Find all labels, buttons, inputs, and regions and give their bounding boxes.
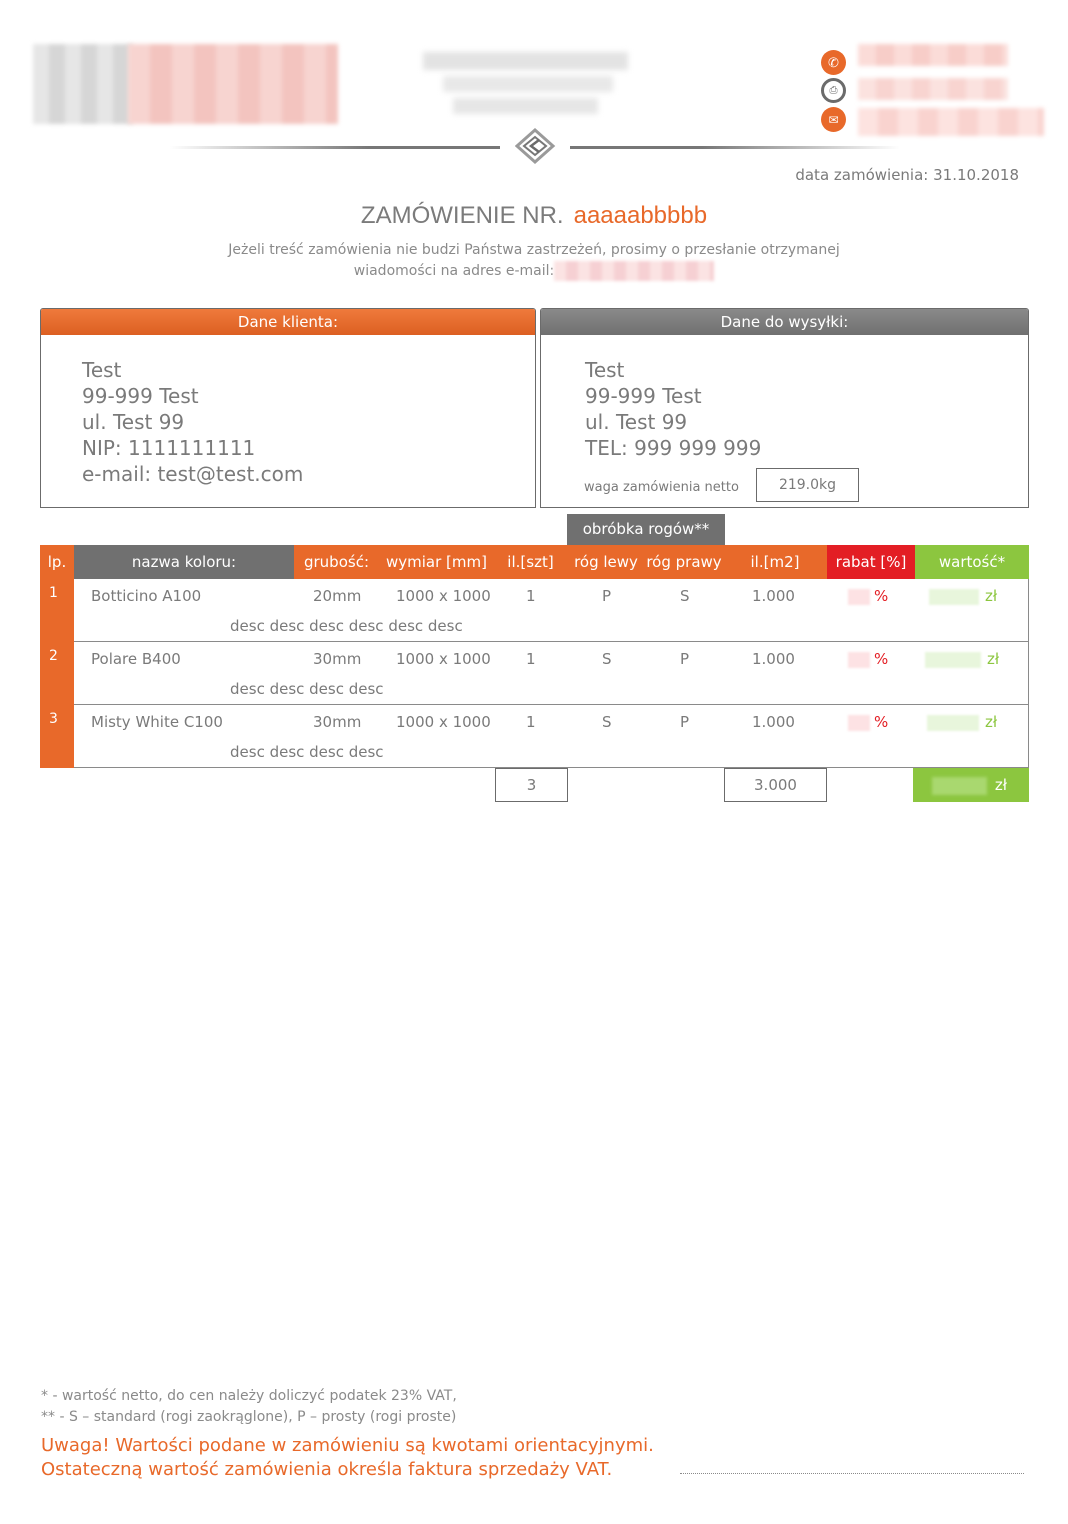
row-description: desc desc desc desc desc desc [230,617,463,635]
value-unit: zł [985,587,998,605]
table-row [40,579,1029,642]
row-thickness: 30mm [313,650,362,668]
value-blurred [929,589,979,605]
discount-unit: % [874,650,889,668]
client-nip: NIP: 1111111111 [82,436,256,460]
discount-unit: % [874,713,889,731]
warning-text [41,1434,654,1482]
col-discount: rabat [%] [827,545,915,579]
shipping-data-body [541,335,1028,461]
col-left-corner: róg lewy [567,545,645,579]
fax-icon: ⎙ [821,78,846,103]
client-data-heading: Dane klienta: [41,309,535,335]
client-street: ul. Test 99 [82,410,185,434]
discount-unit: % [874,587,889,605]
discount-blurred [848,589,870,605]
row-discount [848,713,888,731]
col-name: nazwa koloru: [74,545,294,579]
row-qty: 1 [526,713,536,731]
row-right-corner: P [680,650,690,668]
row-description: desc desc desc desc [230,680,384,698]
total-qty: 3 [495,768,568,802]
row-value [925,650,999,668]
col-thickness: grubość: [294,545,379,579]
discount-blurred [848,715,870,731]
client-city: 99-999 Test [82,384,199,408]
col-dimension: wymiar [mm] [379,545,494,579]
row-right-corner: S [680,587,690,605]
row-dimension: 1000 x 1000 [396,587,491,605]
warning-line-2: Ostateczną wartość zamówienia określa faktura sprzedaży VAT. [41,1459,613,1480]
value-unit: zł [987,650,1000,668]
header-divider-right [570,146,900,149]
corner-processing-header: obróbka rogów** [567,514,725,545]
row-name: Polare B400 [91,650,181,668]
row-qty: 1 [526,587,536,605]
weight-label: waga zamówienia netto [584,480,739,495]
row-right-corner: P [680,713,690,731]
row-lp: 3 [40,705,74,768]
row-thickness: 30mm [313,713,362,731]
signature-line [680,1472,1024,1474]
intro-line-1: Jeżeli treść zamówienia nie budzi Państwa zastrzeżeń, prosimy o przesłanie otrzymanej [228,242,840,258]
order-number: aaaaabbbbb [573,202,708,229]
footnote-vat: * - wartość netto, do cen należy doliczyć podatek 23% VAT, [41,1388,457,1404]
table-header [40,545,1029,579]
total-value [913,768,1029,802]
footnotes [41,1386,457,1428]
contact-email-blurred [554,261,714,281]
row-area: 1.000 [752,587,795,605]
client-email: e-mail: test@test.com [82,462,304,486]
table-body [40,579,1029,768]
row-dimension: 1000 x 1000 [396,650,491,668]
row-thickness: 20mm [313,587,362,605]
row-left-corner: S [602,650,612,668]
order-date: data zamówienia: 31.10.2018 [795,166,1019,184]
intro-line-2-wrap [200,261,868,282]
client-data-box [40,308,536,508]
row-area: 1.000 [752,650,795,668]
shipping-street: ul. Test 99 [585,410,688,434]
intro-line-2: wiadomości na adres e-mail: [353,263,555,279]
mail-icon: ✉ [821,107,846,132]
row-discount [848,650,888,668]
col-area: il.[m2] [723,545,827,579]
row-description: desc desc desc desc [230,743,384,761]
value-blurred [927,715,979,731]
row-lp: 1 [40,579,74,642]
total-area: 3.000 [724,768,827,802]
row-dimension: 1000 x 1000 [396,713,491,731]
title-prefix: ZAMÓWIENIE NR. [360,202,564,229]
col-value: wartość* [915,545,1029,579]
total-value-unit: zł [994,776,1007,794]
shipping-data-box [540,308,1029,508]
row-left-corner: P [602,587,612,605]
col-right-corner: róg prawy [645,545,723,579]
row-value [927,713,997,731]
col-qty: il.[szt] [494,545,567,579]
phone-icon: ✆ [821,50,846,75]
intro-text [200,240,868,282]
row-name: Botticino A100 [91,587,202,605]
client-name: Test [82,358,122,382]
row-left-corner: S [602,713,612,731]
weight-value: 219.0kg [756,468,859,502]
row-qty: 1 [526,650,536,668]
row-lp: 2 [40,642,74,705]
row-value [929,587,997,605]
warning-line-1: Uwaga! Wartości podane w zamówieniu są kwotami orientacyjnymi. [41,1435,654,1456]
shipping-city: 99-999 Test [585,384,702,408]
shipping-data-heading: Dane do wysyłki: [541,309,1028,335]
page-title [0,202,1068,230]
discount-blurred [848,652,870,668]
shipping-phone: TEL: 999 999 999 [585,436,762,460]
table-row [40,705,1029,768]
row-discount [848,587,888,605]
total-value-blurred [932,777,987,795]
company-emblem-icon [515,128,557,164]
value-blurred [925,652,981,668]
footnote-corners: ** - S – standard (rogi zaokrąglone), P – prosty (rogi proste) [41,1409,457,1425]
header-divider-left [170,146,500,149]
row-name: Misty White C100 [91,713,223,731]
col-lp: lp. [40,545,74,579]
shipping-name: Test [585,358,625,382]
row-area: 1.000 [752,713,795,731]
client-data-body [41,335,535,487]
value-unit: zł [985,713,998,731]
table-row [40,642,1029,705]
